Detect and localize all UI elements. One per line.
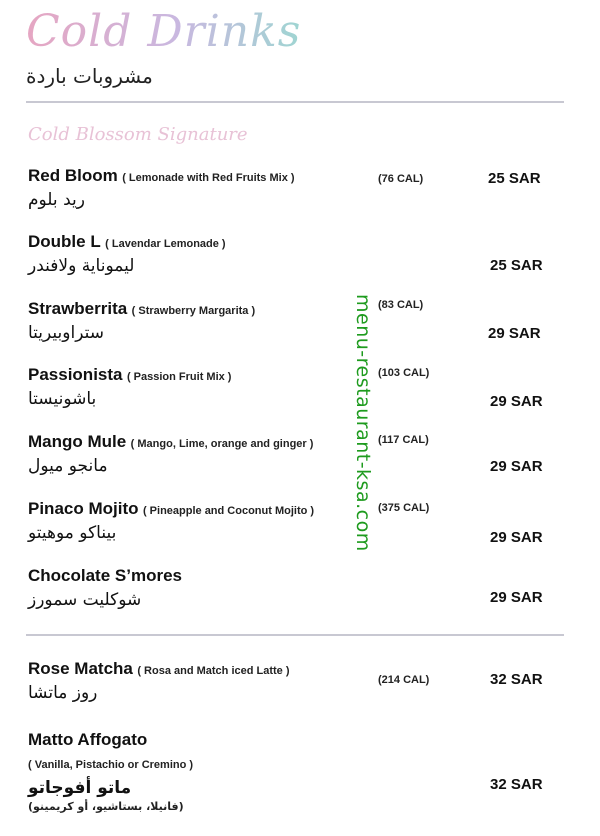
menu-item [28, 730, 568, 813]
item-calories: (103 CAL) [378, 367, 430, 379]
item-description: ( Lavendar Lemonade ) [105, 238, 226, 250]
menu-item [28, 232, 568, 276]
item-price: 29 SAR [490, 393, 543, 410]
item-name: Matto Affogato [28, 730, 148, 749]
item-price: 29 SAR [490, 529, 543, 546]
menu-item [28, 365, 568, 409]
menu-item [28, 299, 568, 343]
item-price: 32 SAR [490, 671, 543, 688]
item-name-arabic: شوكليت سمورز [28, 590, 142, 610]
menu-item [28, 566, 568, 610]
item-price: 25 SAR [490, 257, 543, 274]
item-name: Mango Mule [28, 432, 127, 451]
page-title: Cold Drinks [26, 6, 302, 57]
item-description: ( Strawberry Margarita ) [131, 305, 256, 317]
item-description: ( Rosa and Match iced Latte ) [137, 665, 290, 677]
item-name-arabic: ليموناية ولافندر [28, 256, 135, 276]
watermark: menu-restaurant-ksa.com [352, 294, 374, 552]
item-name-arabic: ريد بلوم [28, 190, 85, 210]
item-calories: (83 CAL) [378, 299, 424, 311]
item-description: ( Passion Fruit Mix ) [126, 371, 232, 383]
item-name: Passionista [28, 365, 123, 384]
item-description: ( Mango, Lime, orange and ginger ) [130, 438, 314, 450]
item-name: Rose Matcha [28, 659, 133, 678]
item-calories: (375 CAL) [378, 502, 430, 514]
item-name: Double L [28, 232, 101, 251]
section-subtitle: Cold Blossom Signature [28, 124, 248, 145]
menu-item [28, 432, 568, 476]
divider-middle [26, 634, 564, 636]
item-price: 29 SAR [490, 589, 543, 606]
item-name-arabic: ستراوبيريتا [28, 323, 104, 343]
item-name-arabic: باشونيستا [28, 389, 97, 409]
item-calories: (117 CAL) [378, 434, 429, 446]
menu-item [28, 499, 568, 543]
item-name-arabic: ماتو أفوجاتو [28, 778, 132, 798]
item-name: Strawberrita [28, 299, 128, 318]
item-name-arabic: بيناكو موهيتو [28, 523, 117, 543]
item-calories: (214 CAL) [378, 674, 430, 686]
item-description-arabic: (فانيلا، بستاشيو، أو كريمينو) [28, 800, 184, 813]
item-name: Chocolate S’mores [28, 566, 182, 585]
divider-top [26, 101, 564, 103]
item-name: Red Bloom [28, 166, 118, 185]
menu-item [28, 659, 568, 703]
item-name-arabic: مانجو ميول [28, 456, 108, 476]
item-calories: (76 CAL) [378, 173, 424, 185]
item-description: ( Pineapple and Coconut Mojito ) [142, 505, 315, 517]
item-name-arabic: روز ماتشا [28, 683, 98, 703]
page-title-arabic: مشروبات باردة [26, 64, 153, 88]
item-name: Pinaco Mojito [28, 499, 139, 518]
menu-item [28, 166, 568, 210]
item-price: 32 SAR [490, 776, 543, 793]
item-description: ( Vanilla, Pistachio or Cremino ) [28, 759, 194, 771]
item-price: 25 SAR [488, 170, 541, 187]
item-price: 29 SAR [490, 458, 543, 475]
item-description: ( Lemonade with Red Fruits Mix ) [122, 172, 295, 184]
item-price: 29 SAR [488, 325, 541, 342]
